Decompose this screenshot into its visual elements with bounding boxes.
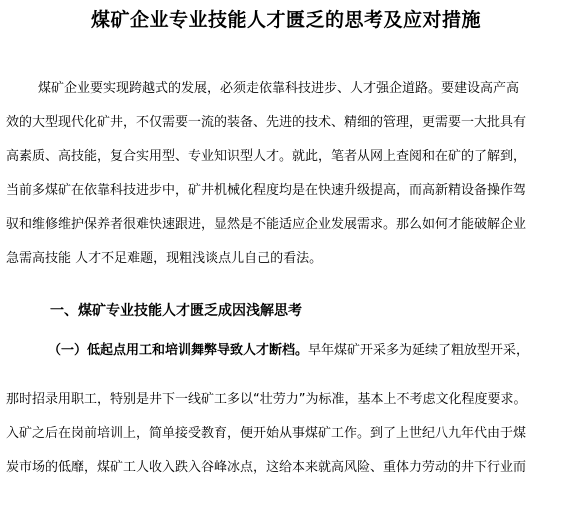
intro-line-1: 煤矿企业要实现跨越式的发展，必须走依靠科技进步、人才强企道路。要建设高产高 [38,81,520,96]
subsection-first-line-text: 早年煤矿开采多为延续了粗放型开采， [308,343,530,358]
section-heading: 一、煤矿专业技能人才匮乏成因浅解思考 [50,303,302,319]
intro-line-2: 效的大型现代化矿井，不仅需要一流的装备、先进的技术、精细的管理，更需要一大批具有 [6,115,527,130]
intro-line-5: 驭和维修维护保养者很难快速跟进，显然是不能适应企业发展需求。那么如何才能破解企业 [6,217,527,232]
intro-line-3: 高素质、高技能，复合实用型、专业知识型人才。就此，笔者从网上查阅和在矿的了解到， [6,149,527,164]
subsection-first-line [48,342,572,360]
subsection-heading: （一）低起点用工和培训舞弊导致人才断档。 [48,343,309,358]
intro-line-4: 当前多煤矿在依靠科技进步中，矿井机械化程度均是在快速升级提高，而高新精设备操作驾 [6,183,527,198]
intro-line-6: 急需高技能 人才不足难题，现粗浅谈点儿自己的看法。 [6,251,323,266]
subsection-line-4: 炭市场的低靡，煤矿工人收入跌入谷峰冰点，这给本来就高风险、重体力劳动的井下行业而 [6,460,527,475]
subsection-line-2: 那时招录用职工，特别是井下一线矿工多以“壮劳力”为标准，基本上不考虑文化程度要求。 [6,392,527,407]
document-title: 煤矿企业专业技能人才匮乏的思考及应对措施 [90,9,481,31]
subsection-line-3: 入矿之后在岗前培训上，简单接受教育，便开始从事煤矿工作。到了上世纪八九年代由于煤 [6,426,527,441]
